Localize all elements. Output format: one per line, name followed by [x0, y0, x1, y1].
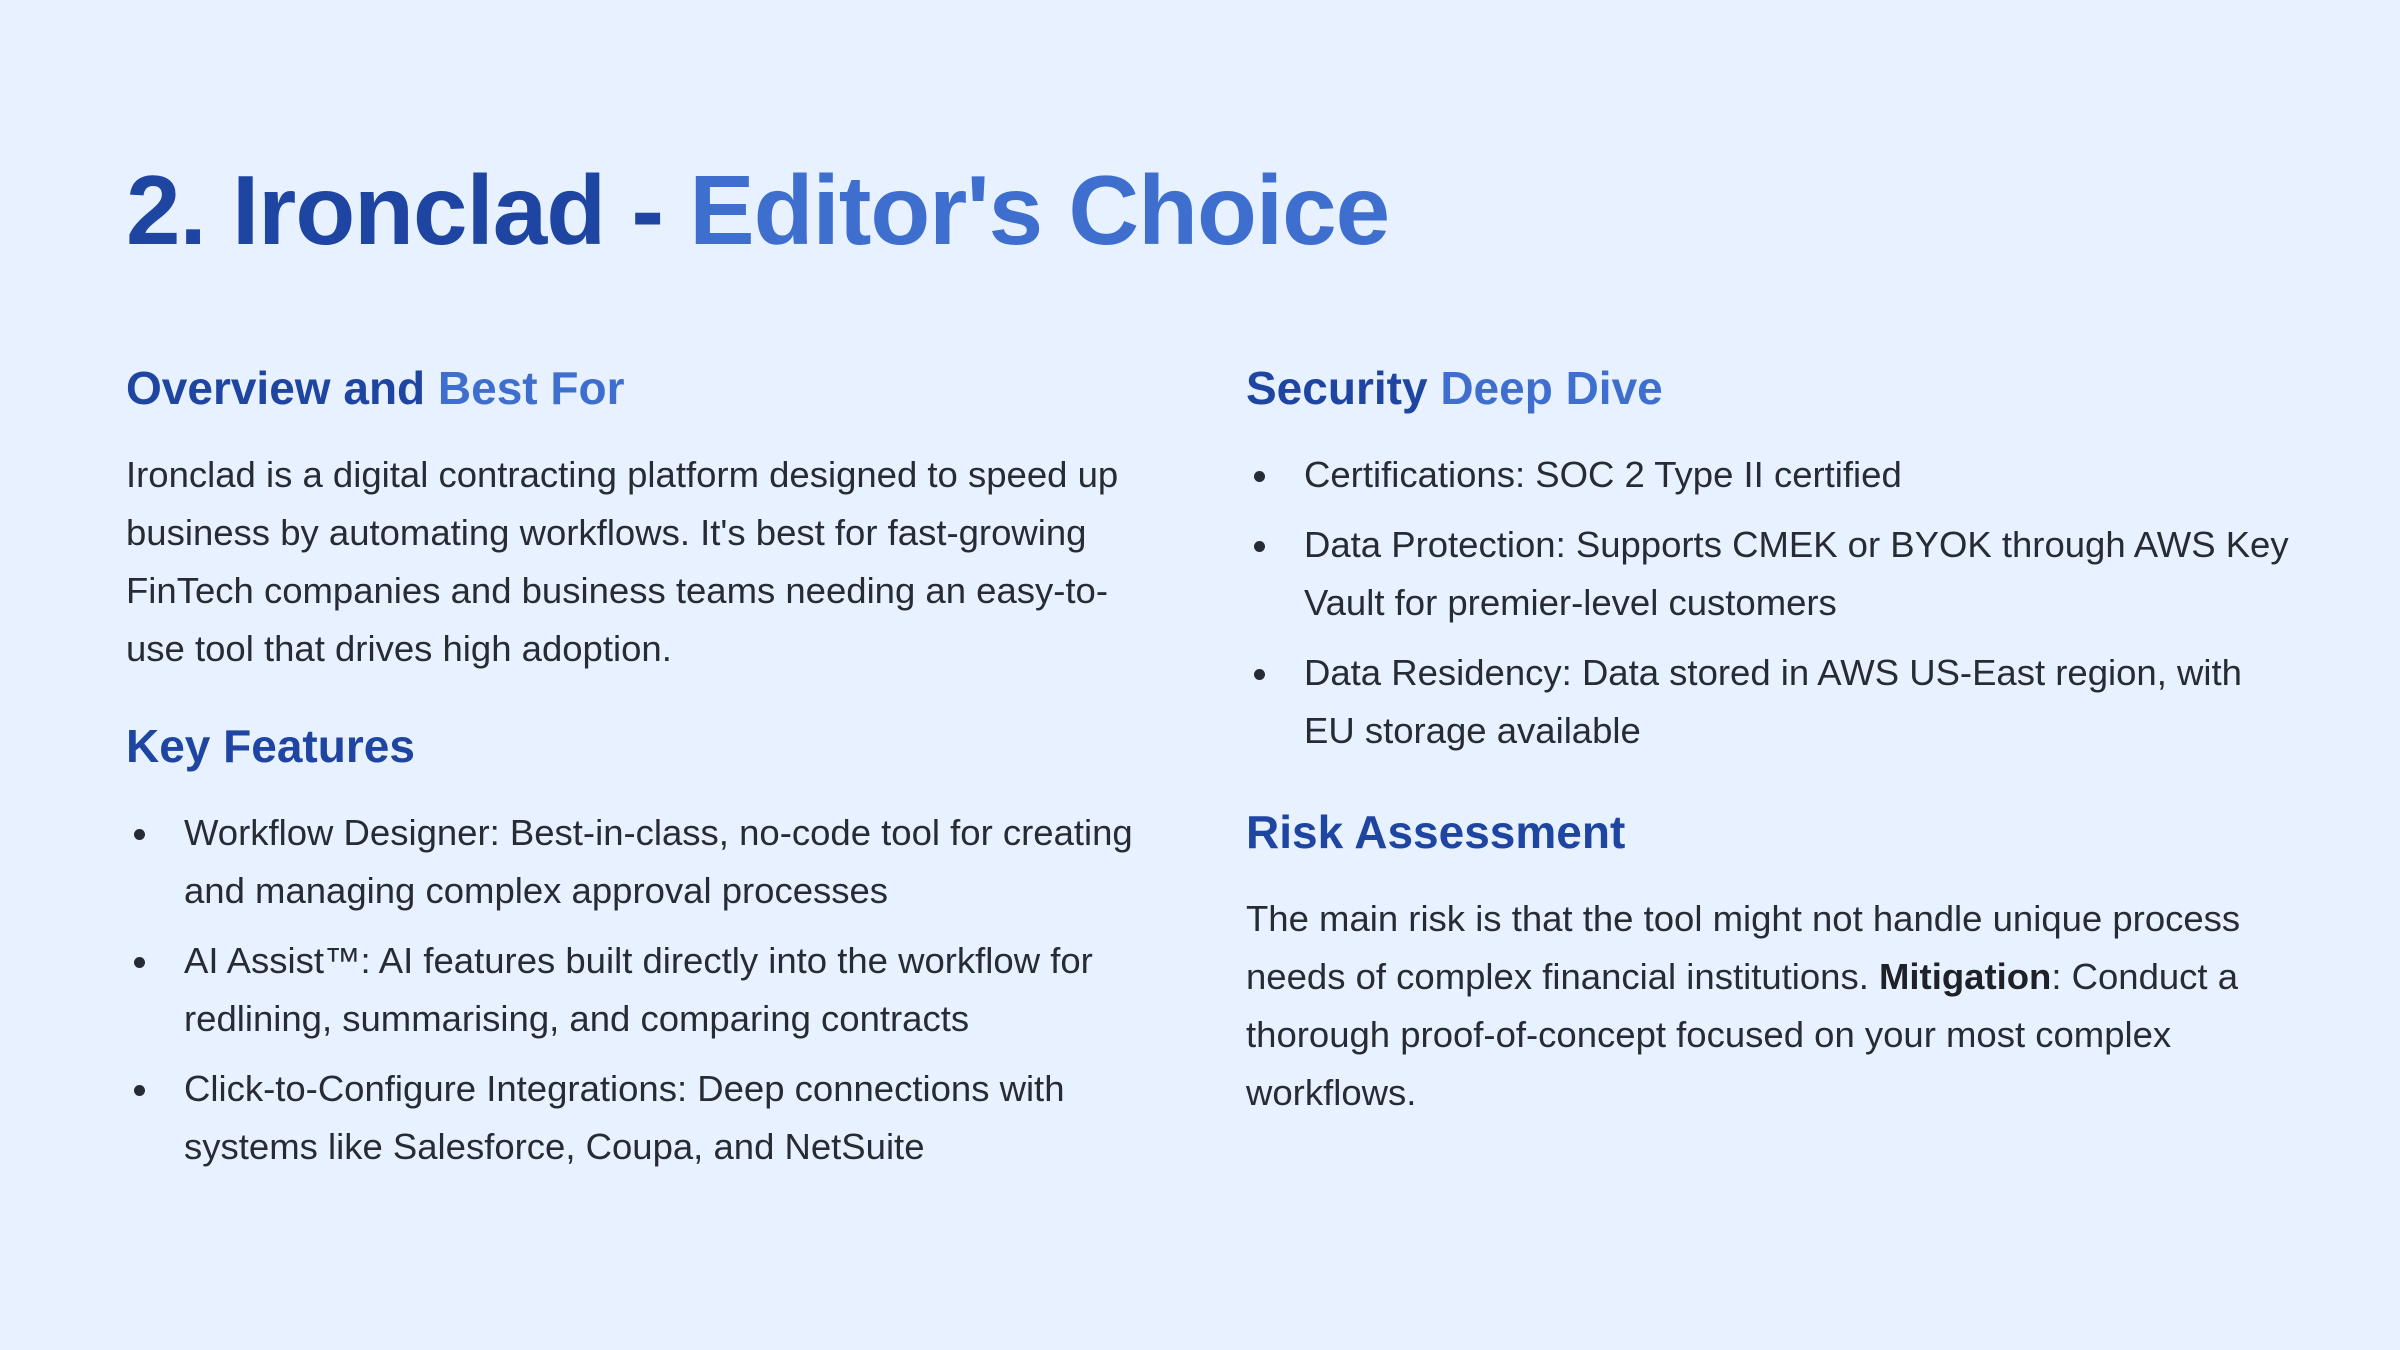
key-feature-text: AI Assist™: AI features built directly into the workflow for redlining, summarising, and comparing contracts: [184, 940, 1093, 1039]
overview-heading-highlight: Best For: [437, 362, 625, 414]
list-item: [126, 1060, 1166, 1176]
key-features-heading: [126, 714, 1166, 778]
bullet-icon: [134, 957, 145, 968]
right-column: [1246, 356, 2296, 1122]
security-list: [1246, 446, 2296, 760]
security-heading-highlight: Deep Dive: [1440, 362, 1663, 414]
key-feature-text: Click-to-Configure Integrations: Deep connections with systems like Salesforce, Coupa, and NetSuite: [184, 1068, 1065, 1167]
risk-heading: [1246, 800, 2296, 864]
key-features-list: [126, 804, 1166, 1176]
list-item: [1246, 516, 2296, 632]
security-item-text: Data Residency: Data stored in AWS US-East region, with EU storage available: [1304, 652, 2242, 751]
key-features-heading-text: Key Features: [126, 720, 415, 772]
overview-heading-main: Overview and: [126, 362, 438, 414]
security-item-text: Data Protection: Supports CMEK or BYOK through AWS Key Vault for premier-level customers: [1304, 524, 2289, 623]
security-heading: [1246, 356, 2296, 420]
overview-heading: [126, 356, 1166, 420]
left-column: [126, 356, 1166, 1188]
key-feature-text: Workflow Designer: Best-in-class, no-code tool for creating and managing complex approval processes: [184, 812, 1133, 911]
bullet-icon: [134, 1085, 145, 1096]
title-highlight: Editor's Choice: [689, 155, 1390, 265]
list-item: [126, 932, 1166, 1048]
bullet-icon: [134, 829, 145, 840]
security-heading-main: Security: [1246, 362, 1441, 414]
list-item: [126, 804, 1166, 920]
page-title: [126, 148, 1389, 272]
bullet-icon: [1254, 471, 1265, 482]
risk-text: [1246, 890, 2296, 1122]
risk-text-mitigation: : Conduct a thorough proof-of-concept focused on your most complex workflows.: [1246, 956, 2239, 1113]
overview-text: Ironclad is a digital contracting platform designed to speed up business by automating workflows. It's best for fast-growing FinTech companies and business teams needing an easy-to-use tool that drives high adoption.: [126, 454, 1119, 669]
security-item-text: Certifications: SOC 2 Type II certified: [1304, 454, 1902, 495]
bullet-icon: [1254, 669, 1265, 680]
title-main: 2. Ironclad -: [126, 155, 690, 265]
list-item: [1246, 446, 2296, 504]
bullet-icon: [1254, 541, 1265, 552]
list-item: [1246, 644, 2296, 760]
mitigation-label: Mitigation: [1879, 956, 2052, 997]
risk-heading-text: Risk Assessment: [1246, 806, 1626, 858]
risk-text-intro: The main risk is that the tool might not handle unique process needs of complex financial institutions.: [1246, 898, 2241, 997]
